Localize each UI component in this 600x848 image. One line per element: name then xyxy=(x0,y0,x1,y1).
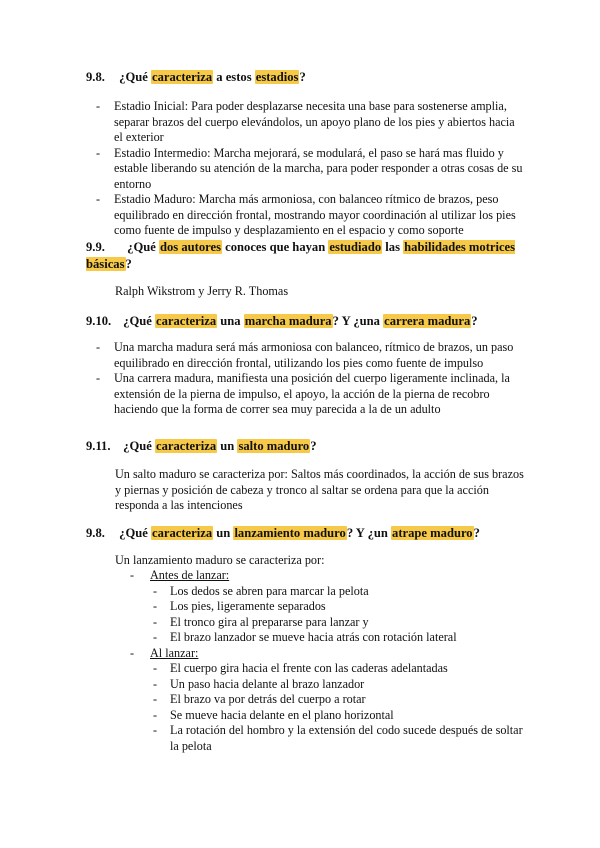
highlight: lanzamiento maduro xyxy=(234,526,346,540)
list-item: - Una carrera madura, manifiesta una posición del cuerpo ligeramente inclinada, la extensión de la pierna de impulso, el apoyo, la acción de la pierna de recobro haciendo que la forma de correr sea muy parecida a la de un adulto xyxy=(96,371,526,418)
question-jump xyxy=(86,438,526,455)
question-text: ¿Qué dos autores conoces que hayan estudiado las habilidades motrices básicas? xyxy=(86,240,516,271)
list-item: - La rotación del hombro y la extensión del codo sucede después de soltar la pelota xyxy=(150,723,530,754)
question-number: 9.8. xyxy=(86,70,105,84)
question-number: 9.9. xyxy=(86,240,105,254)
march-run-list xyxy=(96,340,526,418)
question-throw-catch xyxy=(86,525,526,542)
highlight: estadios xyxy=(255,70,299,84)
list-item: - Los dedos se abren para marcar la pelota xyxy=(150,584,530,600)
list-item: - Una marcha madura será más armoniosa con balanceo, rítmico de brazos, un paso equilibrado en dirección frontal, utilizando los pies como fuente de impulso xyxy=(96,340,526,371)
list-item: - Estadio Maduro: Marcha más armoniosa, con balanceo rítmico de brazos, peso equilibrado en dirección frontal, mostrando mayor coordinación al utilizar los pies como fuente de impulso y desplazamiento en el espacio y como soporte xyxy=(96,192,526,239)
list-item: - Se mueve hacia delante en el plano horizontal xyxy=(150,708,530,724)
question-text: ¿Qué caracteriza un lanzamiento maduro? Y ¿un atrape maduro? xyxy=(119,526,480,540)
list-item: - Los pies, ligeramente separados xyxy=(150,599,530,615)
highlight: salto maduro xyxy=(238,439,310,453)
question-number: 9.11. xyxy=(86,439,111,453)
list-item: - Un paso hacia delante al brazo lanzador xyxy=(150,677,530,693)
group-heading: - Antes de lanzar: xyxy=(130,568,530,584)
throw-groups xyxy=(130,568,530,754)
question-authors xyxy=(86,239,526,273)
highlight: caracteriza xyxy=(152,70,213,84)
question-number: 9.8. xyxy=(86,526,105,540)
highlight: estudiado xyxy=(329,240,382,254)
question-text: ¿Qué caracteriza una marcha madura? Y ¿una carrera madura? xyxy=(123,314,478,328)
list-item: - El brazo lanzador se mueve hacia atrás con rotación lateral xyxy=(150,630,530,646)
list-item: - Estadio Inicial: Para poder desplazarse necesita una base para sostenerse amplia, separar brazos del cuerpo elevándolos, un apoyo plano de los pies y abiertos hacia el exterior xyxy=(96,99,526,146)
during-throw-list xyxy=(150,661,530,754)
highlight: atrape maduro xyxy=(392,526,473,540)
list-item: - El tronco gira al prepararse para lanzar y xyxy=(150,615,530,631)
highlight: caracteriza xyxy=(156,439,217,453)
question-text: ¿Qué caracteriza a estos estadios? xyxy=(119,70,306,84)
question-number: 9.10. xyxy=(86,314,112,328)
jump-answer: Un salto maduro se caracteriza por: Saltos más coordinados, la acción de sus brazos y piernas y posición de cabeza y tronco al saltar se ordena para que la acción responda a las intenciones xyxy=(115,467,524,512)
highlight: caracteriza xyxy=(152,526,213,540)
list-item: - El cuerpo gira hacia el frente con las caderas adelantadas xyxy=(150,661,530,677)
highlight: habilidades motrices básicas xyxy=(86,240,516,271)
stadios-list xyxy=(96,99,526,239)
question-stadios xyxy=(86,69,526,86)
group-heading: - Al lanzar: xyxy=(130,646,530,662)
highlight: dos autores xyxy=(160,240,221,254)
before-throw-list xyxy=(150,584,530,646)
authors-answer: Ralph Wikstrom y Jerry R. Thomas xyxy=(115,284,289,298)
highlight: carrera madura xyxy=(384,314,471,328)
question-text: ¿Qué caracteriza un salto maduro? xyxy=(123,439,317,453)
question-march-run xyxy=(86,313,526,330)
highlight: marcha madura xyxy=(244,314,332,328)
highlight: caracteriza xyxy=(156,314,217,328)
list-item: - El brazo va por detrás del cuerpo a rotar xyxy=(150,692,530,708)
throw-intro: Un lanzamiento maduro se caracteriza por: xyxy=(115,553,325,567)
list-item: - Estadio Intermedio: Marcha mejorará, se modulará, el paso se hará mas fluido y estable liberando su atención de la marcha, para poder responder a otras cosas de su entorno xyxy=(96,146,526,193)
